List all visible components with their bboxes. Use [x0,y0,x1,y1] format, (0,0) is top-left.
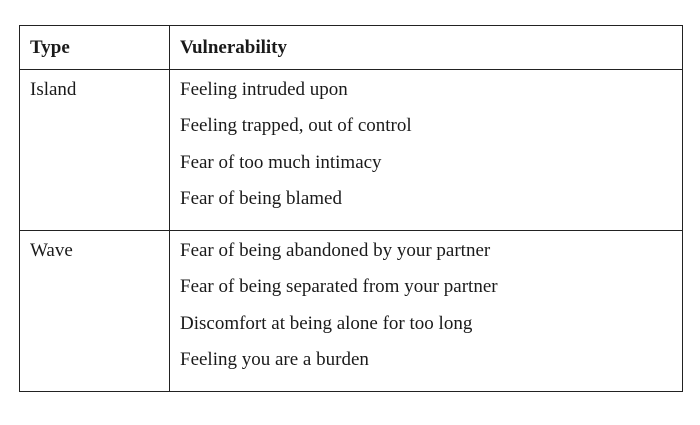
header-vulnerability: Vulnerability [170,26,683,70]
header-type: Type [20,26,170,70]
table-row-wave [20,231,683,392]
type-cell-island: Island [20,70,170,231]
vulnerability-item: Feeling you are a burden [180,349,369,371]
vulnerability-item: Fear of being abandoned by your partner [180,240,491,262]
vulnerability-item: Discomfort at being alone for too long [180,312,473,334]
vulnerability-item: Fear of being separated from your partner [180,276,498,298]
vulnerability-cell-island [170,70,683,231]
vulnerability-cell-wave [170,231,683,392]
table-header-row [20,26,683,70]
vulnerability-table [19,25,683,392]
vulnerability-item: Fear of too much intimacy [180,151,382,173]
vulnerability-item: Fear of being blamed [180,187,342,209]
type-cell-wave: Wave [20,231,170,392]
vulnerability-item: Feeling intruded upon [180,79,348,100]
table-row-island [20,70,683,231]
vulnerability-item: Feeling trapped, out of control [180,115,412,137]
